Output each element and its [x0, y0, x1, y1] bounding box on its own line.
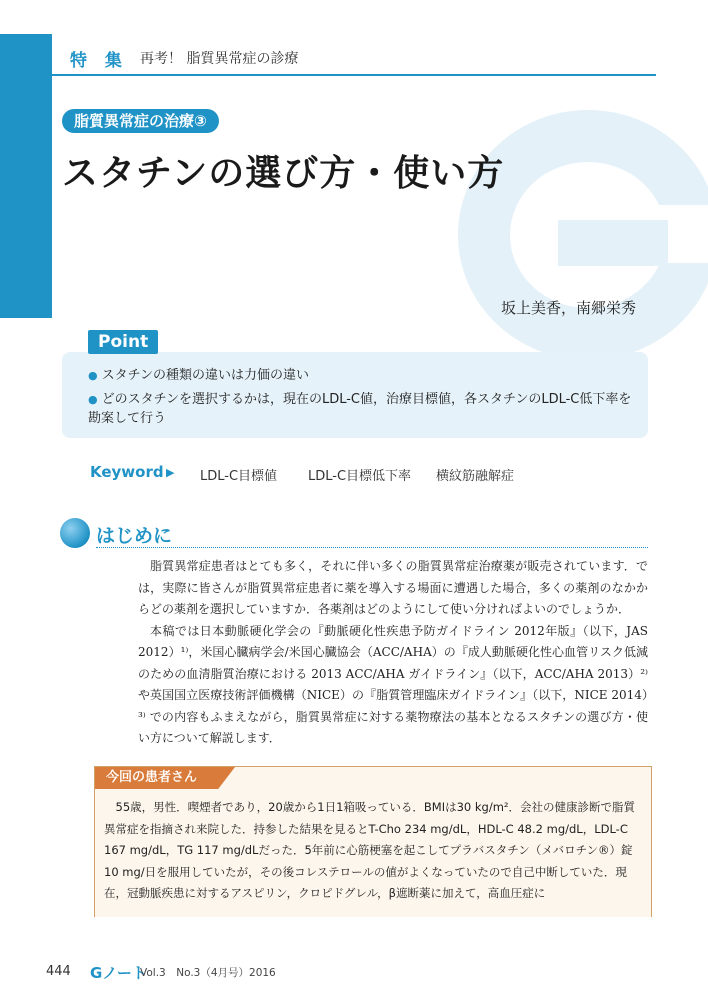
- header-rule: [52, 74, 656, 76]
- paragraph: 脂質異常症患者はとても多く，それに伴い多くの脂質異常症治療薬が販売されています．では，実際に皆さんが脂質異常症患者に薬を導入する場面に遭遇した場合，多くの薬剤のなかからどの薬剤を選択していますか．各薬剤はどのようにして使い分ければよいのでしょうか．: [138, 559, 648, 616]
- page-number: 444: [46, 964, 71, 979]
- bullet-icon: ●: [88, 369, 98, 382]
- feature-title: 再考！ 脂質異常症の診療: [140, 51, 299, 67]
- intro-body: [138, 556, 648, 750]
- side-tab: [0, 34, 52, 318]
- case-text: [104, 797, 644, 905]
- bullet-icon: ●: [88, 393, 98, 406]
- point-item: ● スタチンの種類の違いは力価の違い: [88, 368, 309, 383]
- authors: 坂上美香，南郷栄秀: [500, 299, 636, 317]
- triangle-right-icon: ▶: [166, 466, 175, 479]
- section-ball-icon: [60, 518, 90, 548]
- point-item: ● どのスタチンを選択するかは，現在のLDL-C値，治療目標値，各スタチンのLDL-C低下率を勘案して行う: [88, 392, 632, 426]
- section-rule: [96, 547, 648, 548]
- section-heading: はじめに: [96, 525, 173, 547]
- keyword-item: LDL-C目標低下率: [308, 469, 412, 484]
- section-label: 特 集: [70, 51, 128, 71]
- journal-info: Vol.3 No.3（4月号）2016: [140, 967, 276, 979]
- keyword-item: 横紋筋融解症: [436, 469, 515, 484]
- point-label: Point: [88, 330, 158, 354]
- decorative-g-bar: [558, 220, 668, 266]
- case-paragraph: 55歳，男性．喫煙者であり，20歳から1日1箱吸っている．BMIは30 kg/m²．会社の健康診断で脂質異常症を指摘され来院した．持参した結果を見るとT-Cho 234 mg/dL，HDL-C 48.2 mg/dL，LDL-C 167 mg/dL，TG 117 mg/dLだった．5年前に心筋梗塞を起こしてプラバスタチン（メバロチン®）錠 10 mg/日を服用していたが，その後コレステロールの値がよくなっていたので自己中断していた．現在，冠動脈疾患に対するアスピリン，クロピドグレル，β遮断薬に加えて，高血圧症に: [104, 800, 636, 900]
- series-badge: 脂質異常症の治療③: [62, 109, 219, 133]
- keyword-label: Keyword: [90, 463, 164, 481]
- keyword-item: LDL-C目標値: [200, 469, 278, 484]
- journal-brand: Gノート: [90, 964, 147, 982]
- article-title: スタチンの選び方・使い方: [62, 153, 505, 194]
- paragraph: 本稿では日本動脈硬化学会の『動脈硬化性疾患予防ガイドライン 2012年版』（以下，JAS 2012）¹⁾，米国心臓病学会/米国心臓協会（ACC/AHA）の『成人動脈硬化性心血管リスク低減のための血清脂質治療における 2013 ACC/AHA ガイドライン』（以下，ACC/AHA 2013）²⁾ や英国国立医療技術評価機構（NICE）の『脂質管理臨床ガイドライン』（以下，NICE 2014）³⁾ での内容もふまえながら，脂質異常症に対する薬物療法の基本となるスタチンの選び方・使い方について解説します．: [138, 623, 648, 745]
- case-title: 今回の患者さん: [106, 770, 198, 785]
